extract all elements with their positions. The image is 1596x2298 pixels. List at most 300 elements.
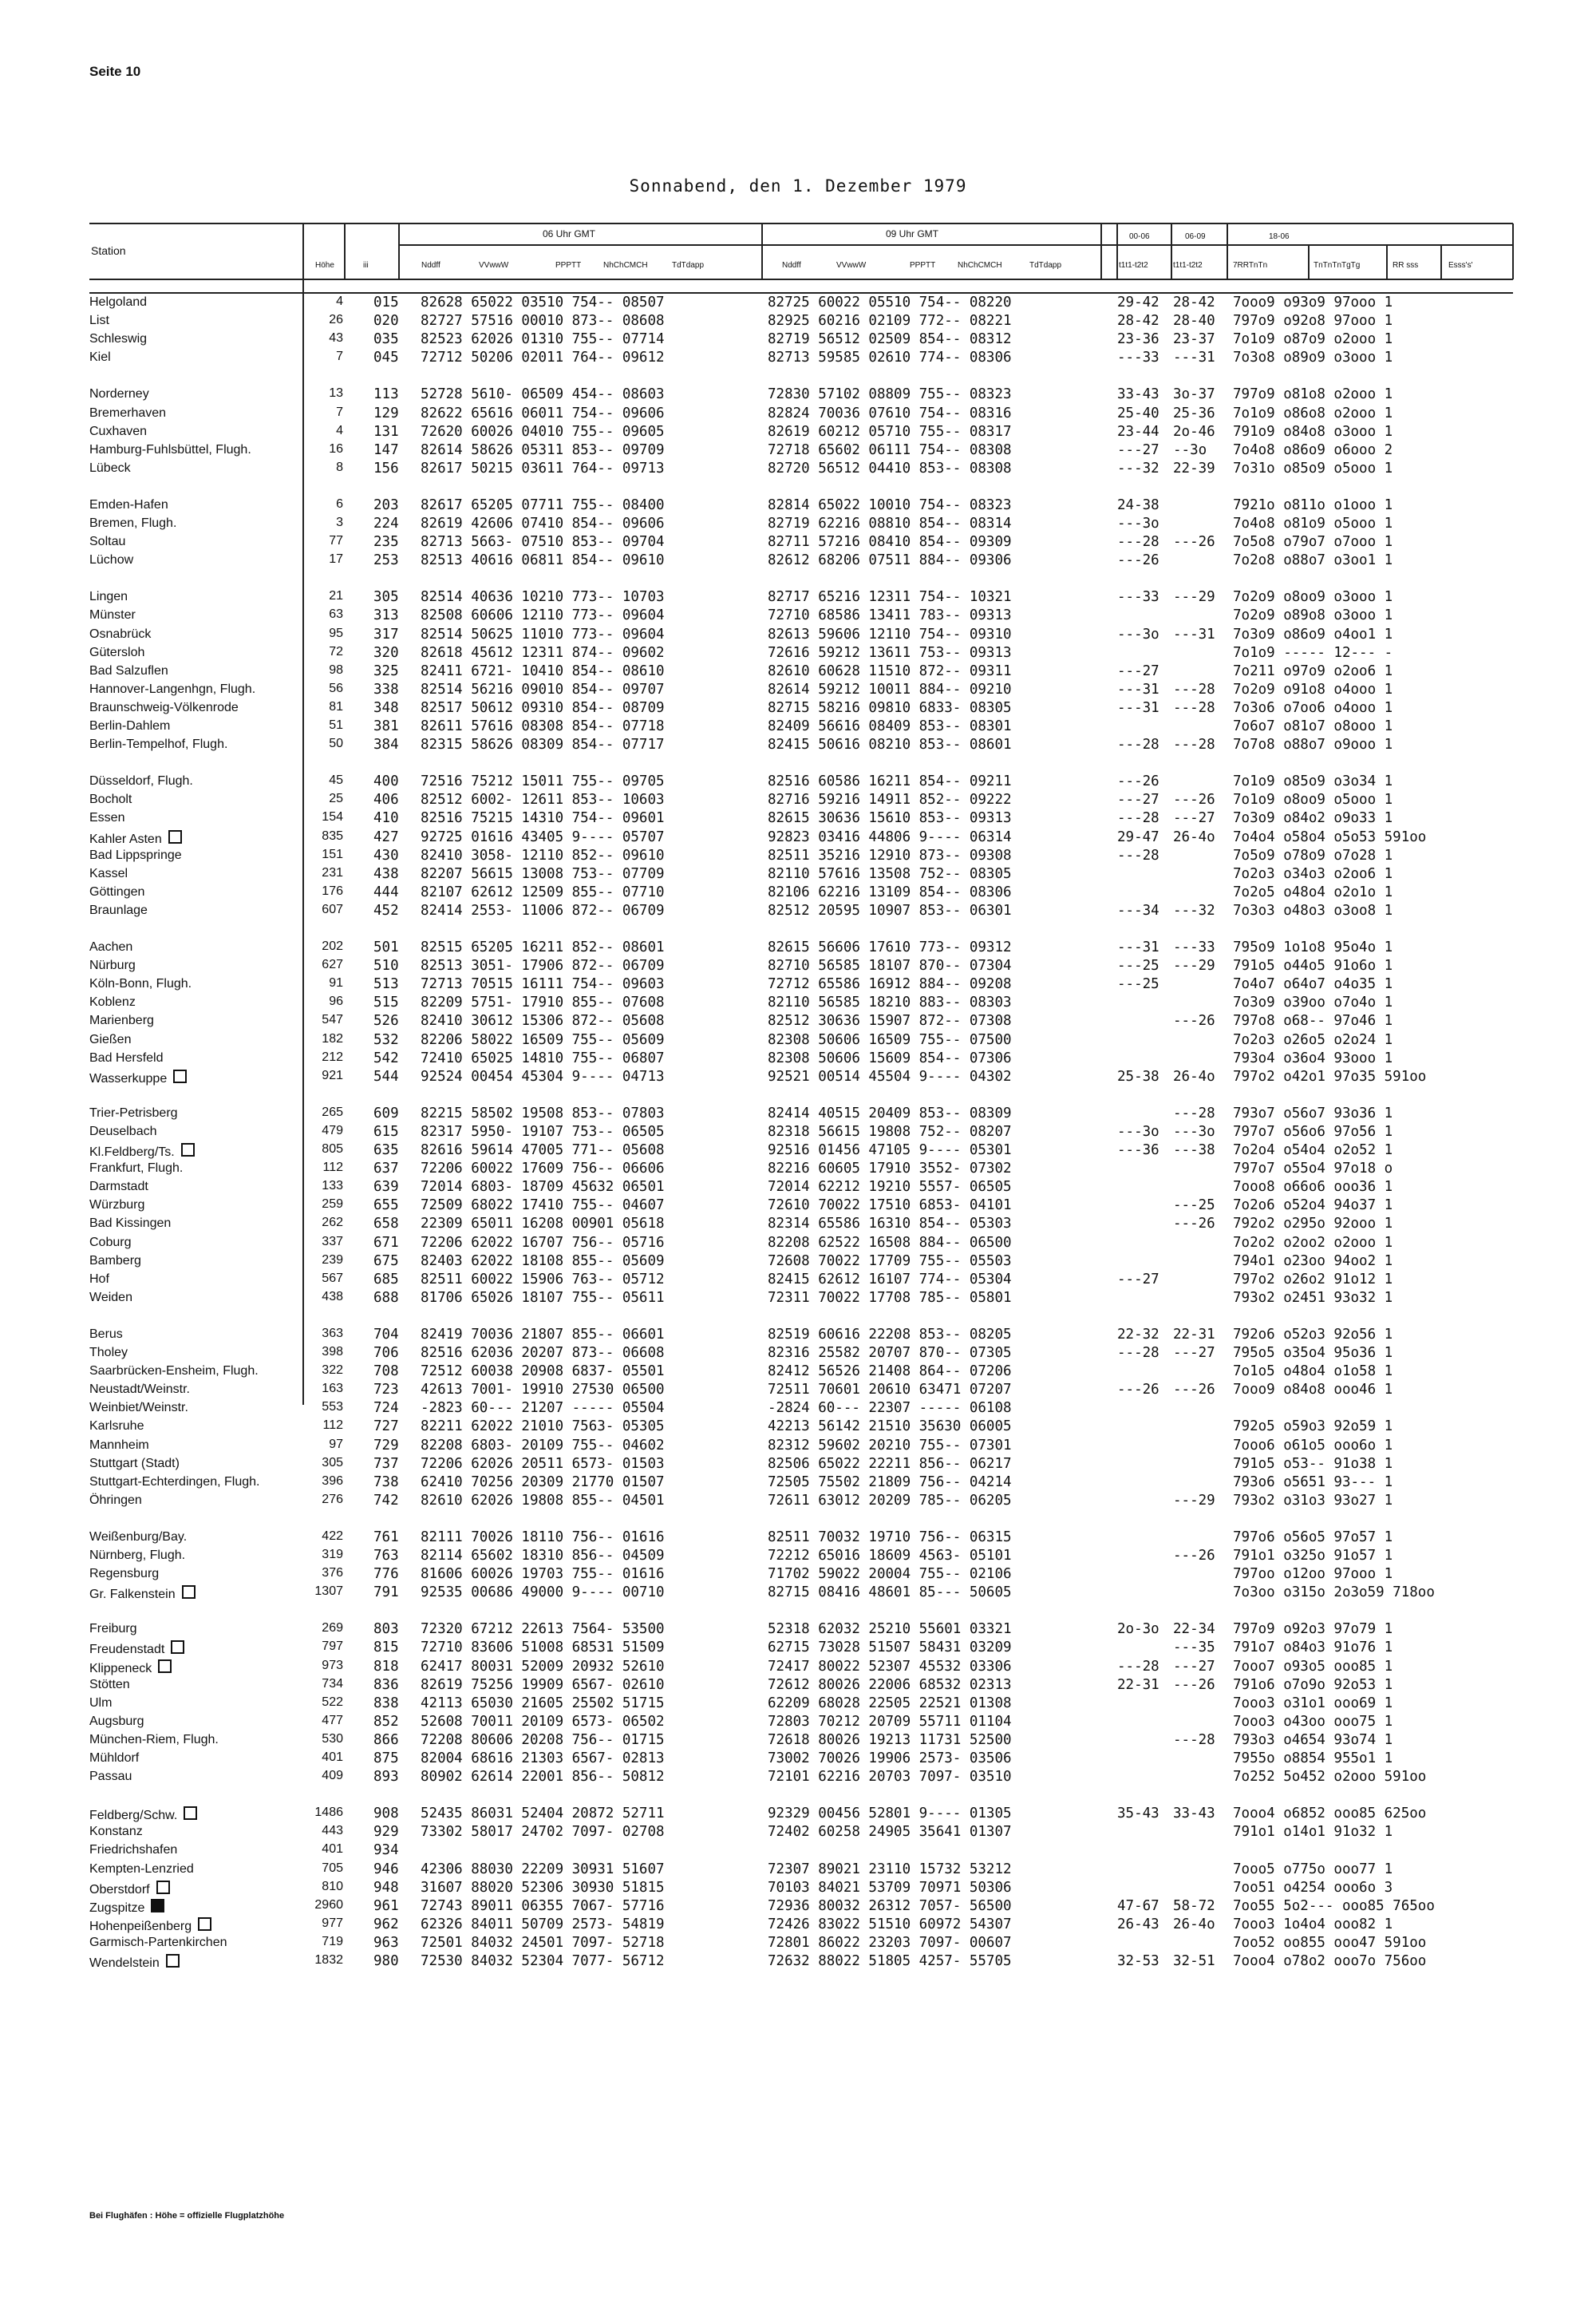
obs-09-gmt: 82409 56616 08409 853-- 08301 [768, 718, 1012, 734]
station-height: 810 [322, 1879, 343, 1893]
station-height: 56 [329, 681, 343, 695]
station-name [89, 1806, 197, 1823]
station-id: 452 [373, 902, 399, 919]
header-hoehe: Höhe [315, 261, 334, 270]
obs-06-gmt: 31607 88020 52306 30930 51815 [421, 1879, 665, 1896]
obs-09-gmt: 82614 59212 10011 884-- 09210 [768, 681, 1012, 698]
obs-06-gmt: 72206 62026 20511 6573- 01503 [421, 1455, 665, 1472]
obs-06-gmt: 92725 01616 43405 9---- 05707 [421, 829, 665, 845]
obs-06-gmt: 73302 58017 24702 7097- 02708 [421, 1824, 665, 1841]
temp-range-06-09: ---38 [1173, 1142, 1215, 1158]
station-name [89, 1567, 159, 1581]
obs-09-gmt: 82208 62522 16508 884-- 06500 [768, 1234, 1012, 1251]
station-label: Hamburg-Fuhlsbüttel, Flugh. [89, 442, 251, 457]
temp-range-06-09: ---28 [1173, 737, 1215, 753]
obs-18-06: 7o3o3 o48o3 o3oo8 1 [1233, 902, 1393, 919]
header-col-dew-06: TdTdapp [672, 261, 705, 270]
station-label: Garmisch-Partenkirchen [89, 1935, 227, 1949]
header-col-minmax: 7RRTnTn [1233, 261, 1268, 270]
station-label: Klippeneck [89, 1661, 152, 1675]
obs-09-gmt: 72611 63012 20209 785-- 06205 [768, 1492, 1012, 1509]
station-label: Würzburg [89, 1198, 145, 1212]
station-id: 838 [373, 1695, 399, 1711]
station-label: Augsburg [89, 1714, 144, 1728]
obs-06-gmt: 82419 70036 21807 855-- 06601 [421, 1326, 665, 1343]
station-id: 655 [373, 1197, 399, 1214]
temp-range-06-09: ---29 [1173, 1492, 1215, 1509]
obs-18-06: 7o7o8 o88o7 o9ooo 1 [1233, 737, 1393, 753]
station-name [89, 1070, 187, 1086]
obs-18-06: 7o3o9 o86o9 o4oo1 1 [1233, 626, 1393, 643]
station-id: 934 [373, 1842, 399, 1859]
obs-18-06: 7o252 5o452 o2ooo 591oo [1233, 1769, 1427, 1786]
header-col-nddff-06: Nddff [421, 261, 440, 270]
temp-range-06-09: 32-51 [1173, 1953, 1215, 1969]
station-height: 97 [329, 1437, 343, 1451]
obs-09-gmt: 82612 68206 07511 884-- 09306 [768, 552, 1012, 569]
obs-09-gmt: 82619 60212 05710 755-- 08317 [768, 423, 1012, 440]
obs-06-gmt: 92524 00454 45304 9---- 04713 [421, 1068, 665, 1085]
station-label: Kempten-Lenzried [89, 1861, 194, 1876]
obs-18-06: 797o9 o92o3 97o79 1 [1233, 1621, 1393, 1638]
temp-range-00-06: ---3o [1117, 516, 1159, 532]
station-name [89, 1291, 132, 1305]
station-height: 477 [322, 1713, 343, 1727]
header-col-vvwww-06: VVwwW [479, 261, 509, 270]
station-height: 2960 [314, 1897, 343, 1912]
temp-range-00-06: ---28 [1117, 737, 1159, 753]
station-name [89, 1364, 259, 1378]
obs-09-gmt: 72618 80026 19213 11731 52500 [768, 1731, 1012, 1748]
station-label: Bamberg [89, 1253, 141, 1268]
temp-range-00-06: ---28 [1117, 1345, 1159, 1361]
station-name [89, 774, 193, 789]
station-id: 609 [373, 1105, 399, 1121]
obs-06-gmt: 72743 89011 06355 7067- 57716 [421, 1897, 665, 1914]
station-height: 376 [322, 1566, 343, 1580]
temp-range-00-06: 26-43 [1117, 1916, 1159, 1932]
obs-06-gmt: 82713 5663- 07510 853-- 09704 [421, 534, 665, 551]
station-label: Trier-Petrisberg [89, 1105, 178, 1120]
station-id: 542 [373, 1050, 399, 1066]
station-label: Hohenpeißenberg [89, 1919, 192, 1933]
station-label: Ulm [89, 1695, 113, 1710]
obs-06-gmt: 82107 62612 12509 855-- 07710 [421, 884, 665, 900]
station-height: 265 [322, 1105, 343, 1119]
station-id: 875 [373, 1750, 399, 1766]
station-name [89, 1825, 143, 1839]
station-name [89, 793, 132, 807]
obs-09-gmt: 82715 08416 48601 85--- 50605 [768, 1584, 1012, 1601]
station-id: 738 [373, 1473, 399, 1490]
station-height: 77 [329, 534, 343, 548]
temp-range-00-06: ---26 [1117, 1382, 1159, 1398]
obs-09-gmt: 72803 70212 20709 55711 01104 [768, 1713, 1012, 1730]
station-name [89, 1180, 148, 1194]
temp-range-06-09: ---29 [1173, 958, 1215, 975]
station-height: 98 [329, 663, 343, 677]
station-height: 627 [322, 958, 343, 972]
temp-range-00-06: 47-67 [1117, 1897, 1159, 1914]
obs-18-06: 7ooo4 o78o2 ooo7o 756oo [1233, 1953, 1427, 1969]
temp-range-06-09: ---26 [1173, 1548, 1215, 1564]
obs-09-gmt: 82925 60216 02109 772-- 08221 [768, 313, 1012, 330]
temp-range-06-09: ---26 [1173, 1013, 1215, 1030]
obs-18-06: 7ooo9 o93o9 97ooo 1 [1233, 295, 1393, 310]
station-height: 212 [322, 1050, 343, 1064]
station-id: 761 [373, 1529, 399, 1545]
obs-06-gmt: 82215 58502 19508 853-- 07803 [421, 1105, 665, 1121]
station-height: 43 [329, 331, 343, 346]
obs-09-gmt: 82615 30636 15610 853-- 09313 [768, 810, 1012, 827]
station-name [89, 1382, 190, 1397]
station-id: 384 [373, 737, 399, 753]
station-label: Berlin-Dahlem [89, 719, 171, 733]
station-name [89, 1530, 187, 1545]
obs-18-06: 7o2o8 o88o7 o3oo1 1 [1233, 552, 1393, 569]
obs-09-gmt: 72936 80032 26312 7057- 56500 [768, 1897, 1012, 1914]
obs-18-06: 7o3o6 o7oo6 o4ooo 1 [1233, 699, 1393, 716]
temp-range-00-06: ---25 [1117, 976, 1159, 993]
station-name [89, 1770, 132, 1784]
station-label: Lübeck [89, 461, 131, 475]
square-icon [156, 1881, 170, 1894]
station-label: Wasserkuppe [89, 1071, 168, 1086]
temp-range-00-06: 2o-3o [1117, 1621, 1159, 1638]
obs-09-gmt: 72718 65602 06111 754-- 08308 [768, 441, 1012, 458]
station-name [89, 1585, 196, 1602]
station-label: Schleswig [89, 332, 148, 346]
obs-18-06: 7o4o8 o81o9 o5ooo 1 [1233, 516, 1393, 532]
station-name [89, 701, 239, 715]
station-id: 313 [373, 607, 399, 624]
station-height: 973 [322, 1658, 343, 1672]
station-label: Nürburg [89, 959, 136, 973]
station-id: 704 [373, 1326, 399, 1343]
station-name [89, 1457, 180, 1471]
station-label: Bocholt [89, 793, 132, 807]
station-name [89, 940, 132, 955]
square-icon [182, 1585, 196, 1599]
obs-09-gmt: 82511 35216 12910 873-- 09308 [768, 847, 1012, 864]
obs-09-gmt: -2824 60--- 22307 ----- 06108 [768, 1400, 1012, 1417]
station-id: 685 [373, 1271, 399, 1287]
station-id: 893 [373, 1769, 399, 1786]
obs-18-06: 793o2 o31o3 93o27 1 [1233, 1492, 1393, 1509]
temp-range-00-06: 32-53 [1117, 1953, 1159, 1969]
temp-range-00-06: 25-38 [1117, 1068, 1159, 1085]
station-height: 438 [322, 1289, 343, 1303]
temp-range-06-09: 26-4o [1173, 1916, 1215, 1932]
station-id: 532 [373, 1031, 399, 1048]
station-label: Tholey [89, 1346, 128, 1359]
header-col-nddff-09: Nddff [782, 261, 801, 270]
header-range-00-06: 00-06 [1129, 232, 1150, 241]
obs-06-gmt: 82410 30612 15306 872-- 05608 [421, 1013, 665, 1030]
station-id: 406 [373, 792, 399, 809]
obs-06-gmt: 92535 00686 49000 9---- 00710 [421, 1584, 665, 1601]
obs-06-gmt: 80902 62614 22001 856-- 50812 [421, 1769, 665, 1786]
station-name [89, 664, 168, 678]
station-name [89, 350, 111, 365]
temp-range-06-09: ---29 [1173, 589, 1215, 606]
obs-06-gmt: 82211 62022 21010 7563- 05305 [421, 1418, 665, 1435]
obs-09-gmt: 70103 84021 53709 70971 50306 [768, 1879, 1012, 1896]
obs-18-06: 7o3oo o315o 2o3o59 718oo [1233, 1584, 1435, 1601]
station-name [89, 738, 227, 752]
station-id: 727 [373, 1418, 399, 1435]
obs-06-gmt: 72509 68022 17410 755-- 04607 [421, 1197, 665, 1214]
station-label: Regensburg [89, 1567, 160, 1581]
temp-range-00-06: 35-43 [1117, 1806, 1159, 1822]
station-name [89, 387, 149, 401]
temp-range-06-09: ---26 [1173, 1216, 1215, 1232]
station-height: 151 [322, 847, 343, 861]
station-height: 805 [322, 1142, 343, 1156]
station-label: Oberstdorf [89, 1882, 150, 1897]
station-id: 513 [373, 976, 399, 993]
obs-18-06: 7955o o8854 955o1 1 [1233, 1750, 1393, 1766]
station-id: 235 [373, 534, 399, 551]
station-id: 305 [373, 589, 399, 606]
station-id: 320 [373, 644, 399, 661]
obs-09-gmt: 72511 70601 20610 63471 07207 [768, 1382, 1012, 1398]
station-id: 035 [373, 331, 399, 348]
station-id: 688 [373, 1289, 399, 1306]
temp-range-00-06: ---31 [1117, 939, 1159, 955]
square-icon [181, 1143, 195, 1157]
station-name [89, 314, 109, 328]
station-label: Bremerhaven [89, 405, 167, 420]
page-number: Seite 10 [89, 64, 141, 79]
obs-06-gmt: 52608 70011 20109 6573- 06502 [421, 1713, 665, 1730]
station-label: Weiden [89, 1290, 132, 1304]
station-label: Köln-Bonn, Flugh. [89, 977, 192, 991]
station-id: 253 [373, 552, 399, 569]
temp-range-06-09: 25-36 [1173, 405, 1215, 421]
obs-06-gmt: 82516 62036 20207 873-- 06608 [421, 1345, 665, 1361]
temp-range-06-09: 2o-46 [1173, 423, 1215, 440]
temp-range-00-06: ---3o [1117, 626, 1159, 643]
station-label: Stötten [89, 1677, 130, 1691]
obs-09-gmt: 82506 65022 22211 856-- 06217 [768, 1455, 1012, 1472]
station-id: 156 [373, 460, 399, 477]
header-station: Station [91, 244, 126, 257]
obs-06-gmt: 72712 50206 02011 764-- 09612 [421, 350, 665, 366]
obs-18-06: 7ooo3 o31o1 ooo69 1 [1233, 1695, 1393, 1711]
station-height: 4 [336, 423, 343, 437]
station-label: Deuselbach [89, 1124, 157, 1138]
obs-09-gmt: 72417 80022 52307 45532 03306 [768, 1658, 1012, 1675]
temp-range-00-06: 24-38 [1117, 496, 1159, 513]
obs-18-06: 795o5 o35o4 95o36 1 [1233, 1345, 1393, 1361]
station-label: Kahler Asten [89, 832, 162, 846]
station-height: 797 [322, 1639, 343, 1654]
temp-range-06-09: ---31 [1173, 350, 1215, 366]
station-name [89, 1733, 219, 1747]
obs-06-gmt: 72512 60038 20908 6837- 05501 [421, 1363, 665, 1380]
obs-18-06: 793o4 o36o4 93ooo 1 [1233, 1050, 1393, 1066]
station-id: 908 [373, 1806, 399, 1822]
station-id: 015 [373, 295, 399, 310]
obs-06-gmt: 82628 65022 03510 754-- 08507 [421, 295, 665, 310]
station-name [89, 811, 124, 825]
station-name [89, 1954, 180, 1971]
obs-18-06: 791o5 o53-- 91o38 1 [1233, 1455, 1393, 1472]
obs-09-gmt: 72307 89021 23110 15732 53212 [768, 1861, 1012, 1877]
temp-range-00-06: 28-42 [1117, 313, 1159, 330]
station-id: 948 [373, 1879, 399, 1896]
obs-09-gmt: 82716 59216 14911 852-- 09222 [768, 792, 1012, 809]
obs-18-06: 7o2o9 o89o8 o3ooo 1 [1233, 607, 1393, 624]
station-height: 16 [329, 441, 343, 456]
obs-06-gmt: 82516 75215 14310 754-- 09601 [421, 810, 665, 827]
obs-06-gmt: 82618 45612 12311 874-- 09602 [421, 644, 665, 661]
station-name [89, 1346, 128, 1360]
obs-18-06: 7o3o8 o89o9 o3ooo 1 [1233, 350, 1393, 366]
station-id: 427 [373, 829, 399, 845]
temp-range-06-09: ---28 [1173, 1105, 1215, 1121]
obs-09-gmt: 92329 00456 52801 9---- 01305 [768, 1806, 1012, 1822]
temp-range-06-09: 33-43 [1173, 1806, 1215, 1822]
station-height: 422 [322, 1529, 343, 1543]
temp-range-00-06: ---27 [1117, 1271, 1159, 1287]
obs-06-gmt: 82514 56216 09010 854-- 09707 [421, 681, 665, 698]
station-height: 479 [322, 1123, 343, 1137]
station-name [89, 1161, 183, 1176]
obs-18-06: 7ooo6 o61o5 ooo6o 1 [1233, 1437, 1393, 1454]
station-name [89, 1014, 154, 1028]
station-name [89, 1272, 109, 1287]
station-id: 113 [373, 386, 399, 403]
station-height: 112 [322, 1418, 343, 1433]
station-name [89, 553, 133, 568]
station-label: Konstanz [89, 1825, 143, 1839]
station-name [89, 1678, 130, 1692]
station-label: Bad Lippspringe [89, 848, 182, 862]
station-name [89, 1659, 172, 1676]
station-id: 742 [373, 1492, 399, 1509]
temp-range-00-06: 22-32 [1117, 1326, 1159, 1343]
station-height: 26 [329, 313, 343, 327]
station-id: 348 [373, 699, 399, 716]
obs-06-gmt: 72014 6803- 18709 45632 06501 [421, 1179, 665, 1196]
obs-09-gmt: 82308 50606 16509 755-- 07500 [768, 1031, 1012, 1048]
station-name [89, 1751, 139, 1766]
obs-18-06: 794o1 o23oo 94oo2 1 [1233, 1252, 1393, 1269]
station-id: 980 [373, 1953, 399, 1969]
obs-09-gmt: 82415 50616 08210 853-- 08601 [768, 737, 1012, 753]
obs-18-06: 791o1 o325o 91o57 1 [1233, 1548, 1393, 1564]
station-label: Frankfurt, Flugh. [89, 1161, 184, 1176]
station-id: 852 [373, 1713, 399, 1730]
station-label: Koblenz [89, 995, 136, 1010]
station-label: Marienberg [89, 1014, 154, 1028]
temp-range-00-06: ---34 [1117, 902, 1159, 919]
obs-06-gmt: 82514 50625 11010 773-- 09604 [421, 626, 665, 643]
station-label: Wendelstein [89, 1956, 160, 1970]
temp-range-00-06: ---28 [1117, 810, 1159, 827]
obs-09-gmt: 72830 57102 08809 755-- 08323 [768, 386, 1012, 403]
station-label: München-Riem, Flugh. [89, 1732, 219, 1746]
obs-09-gmt: 72712 65586 16912 884-- 09208 [768, 976, 1012, 993]
station-height: 112 [322, 1161, 343, 1175]
station-name [89, 627, 151, 642]
station-id: 203 [373, 496, 399, 513]
obs-18-06: 7ooo8 o66o6 ooo36 1 [1233, 1179, 1393, 1196]
obs-06-gmt: 52435 86031 52404 20872 52711 [421, 1806, 665, 1822]
station-name [89, 1401, 188, 1415]
header-col-temp-range-1: t1t1-t2t2 [1119, 261, 1148, 270]
station-height: 163 [322, 1382, 343, 1396]
obs-06-gmt: 82617 65205 07711 755-- 08400 [421, 496, 665, 513]
station-height: 4 [336, 295, 343, 308]
obs-06-gmt: 82004 68616 21303 6567- 02813 [421, 1750, 665, 1766]
obs-06-gmt: 82617 50215 03611 764-- 09713 [421, 460, 665, 477]
obs-18-06: 7o5o8 o79o7 o7ooo 1 [1233, 534, 1393, 551]
obs-18-06: 7o2o4 o54o4 o2o52 1 [1233, 1142, 1393, 1158]
station-id: 723 [373, 1382, 399, 1398]
obs-09-gmt: 42213 56142 21510 35630 06005 [768, 1418, 1012, 1435]
obs-18-06: 791o6 o7o9o 92o53 1 [1233, 1676, 1393, 1693]
obs-06-gmt: 72208 80606 20208 756-- 01715 [421, 1731, 665, 1748]
obs-18-06: 7o2o5 o48o4 o2o1o 1 [1233, 884, 1393, 900]
station-label: Freiburg [89, 1622, 137, 1636]
obs-18-06: 7o1o9 ----- 12--- - [1233, 644, 1393, 661]
station-id: 131 [373, 423, 399, 440]
station-id: 338 [373, 681, 399, 698]
obs-09-gmt: 92521 00514 45504 9---- 04302 [768, 1068, 1012, 1085]
obs-06-gmt: 82513 3051- 17906 872-- 06709 [421, 958, 665, 975]
station-height: 6 [336, 496, 343, 511]
temp-range-06-09: 26-4o [1173, 829, 1215, 845]
station-height: 239 [322, 1252, 343, 1267]
station-label: Gr. Falkenstein [89, 1588, 176, 1602]
obs-09-gmt: 52318 62032 25210 55601 03321 [768, 1621, 1012, 1638]
station-id: 635 [373, 1142, 399, 1158]
station-height: 50 [329, 737, 343, 751]
station-height: 705 [322, 1861, 343, 1875]
obs-18-06: 795o9 1o1o8 95o4o 1 [1233, 939, 1393, 955]
station-height: 319 [322, 1548, 343, 1561]
obs-09-gmt: 72014 62212 19210 5557- 06505 [768, 1179, 1012, 1196]
obs-06-gmt: 72410 65025 14810 755-- 06807 [421, 1050, 665, 1066]
obs-09-gmt: 82710 56585 18107 870-- 07304 [768, 958, 1012, 975]
station-label: Osnabrück [89, 627, 152, 641]
obs-06-gmt: 82511 60022 15906 763-- 05712 [421, 1271, 665, 1287]
square-icon [184, 1806, 197, 1820]
obs-09-gmt: 82711 57216 08410 854-- 09309 [768, 534, 1012, 551]
obs-18-06: 791o1 o14o1 91o32 1 [1233, 1824, 1393, 1841]
station-id: 317 [373, 626, 399, 643]
obs-06-gmt: 82610 62026 19808 855-- 04501 [421, 1492, 665, 1509]
temp-range-00-06: ---26 [1117, 552, 1159, 569]
station-label: Friedrichshafen [89, 1843, 178, 1857]
obs-18-06: 793o6 o5651 93--- 1 [1233, 1473, 1393, 1490]
station-name [89, 1216, 171, 1231]
square-icon [158, 1659, 172, 1673]
obs-18-06: 7o1o5 o48o4 o1o58 1 [1233, 1363, 1393, 1380]
station-height: 176 [322, 884, 343, 898]
obs-06-gmt: 72206 62022 16707 756-- 05716 [421, 1234, 665, 1251]
obs-18-06: 7ooo3 o43oo ooo75 1 [1233, 1713, 1393, 1730]
station-id: 818 [373, 1658, 399, 1675]
station-name [89, 995, 136, 1010]
obs-18-06: 7o6o7 o81o7 o8ooo 1 [1233, 718, 1393, 734]
temp-range-06-09: ---27 [1173, 1345, 1215, 1361]
footnote: Bei Flughäfen : Höhe = offizielle Flugplatzhöhe [89, 2211, 285, 2221]
station-height: 443 [322, 1824, 343, 1838]
